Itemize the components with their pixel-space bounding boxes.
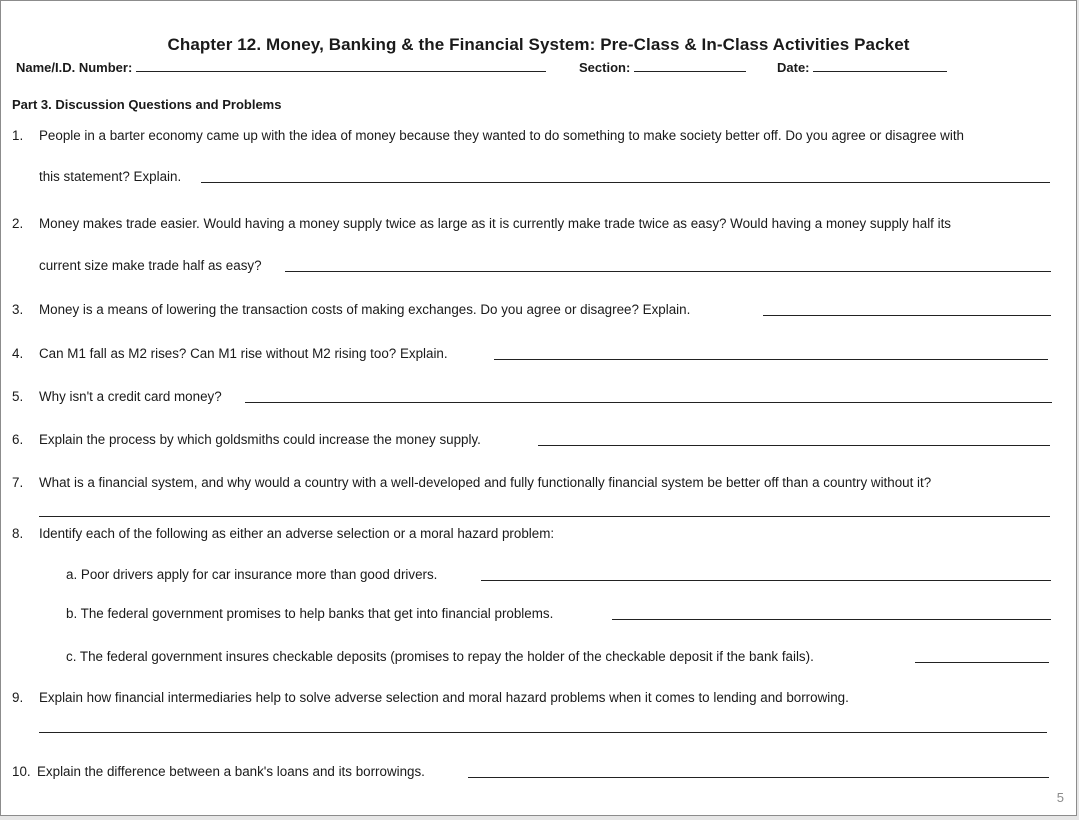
question-text: Identify each of the following as either an adverse selection or a moral hazard problem:: [39, 526, 555, 541]
answer-line[interactable]: [39, 732, 1047, 733]
question-text: Can M1 fall as M2 rises? Can M1 rise without M2 rising too? Explain.: [39, 346, 448, 361]
question-text: Explain the process by which goldsmiths could increase the money supply.: [39, 432, 481, 447]
date-label: Date:: [777, 60, 810, 75]
question-number: 2.: [12, 216, 24, 231]
question-text: People in a barter economy came up with the idea of money because they wanted to do something to make society better off. Do you agree or disagree with: [39, 128, 964, 143]
answer-line[interactable]: [538, 445, 1050, 446]
question-text: Explain the difference between a bank's loans and its borrowings.: [37, 764, 425, 779]
part-heading: Part 3. Discussion Questions and Problems: [12, 97, 282, 112]
question-text: Explain how financial intermediaries help to solve adverse selection and moral hazard problems when it comes to lending and borrowing.: [39, 690, 849, 705]
answer-line[interactable]: [39, 516, 1050, 517]
sub-item-text: a. Poor drivers apply for car insurance more than good drivers.: [66, 567, 438, 582]
date-field: [777, 59, 947, 75]
answer-line[interactable]: [612, 619, 1051, 620]
question-number: 10.: [12, 764, 31, 779]
question-text: What is a financial system, and why would a country with a well-developed and fully functionally financial system be better off than a country without it?: [39, 475, 932, 490]
name-label: Name/I.D. Number:: [16, 60, 133, 75]
question-text: Why isn't a credit card money?: [39, 389, 222, 404]
sub-item-text: b. The federal government promises to help banks that get into financial problems.: [66, 606, 554, 621]
answer-line[interactable]: [763, 315, 1051, 316]
answer-line[interactable]: [285, 271, 1051, 272]
sub-item-text: c. The federal government insures checkable deposits (promises to repay the holder of the checkable deposit if the bank fails).: [66, 649, 814, 664]
question-text: this statement? Explain.: [39, 169, 182, 184]
question-number: 4.: [12, 346, 24, 361]
date-blank[interactable]: [813, 59, 947, 72]
section-blank[interactable]: [634, 59, 746, 72]
question-number: 3.: [12, 302, 24, 317]
answer-line[interactable]: [915, 662, 1049, 663]
page-title: Chapter 12. Money, Banking & the Financial System: Pre-Class & In-Class Activities Packet: [167, 35, 910, 54]
question-number: 7.: [12, 475, 24, 490]
section-field: [579, 59, 746, 75]
name-field: [16, 59, 546, 75]
question-number: 8.: [12, 526, 24, 541]
answer-line[interactable]: [481, 580, 1051, 581]
name-blank[interactable]: [136, 59, 546, 72]
question-number: 9.: [12, 690, 24, 705]
page-number: 5: [1056, 790, 1064, 805]
question-number: 6.: [12, 432, 24, 447]
question-number: 5.: [12, 389, 24, 404]
answer-line[interactable]: [201, 182, 1050, 183]
answer-line[interactable]: [245, 402, 1052, 403]
answer-line[interactable]: [494, 359, 1048, 360]
question-text: Money is a means of lowering the transaction costs of making exchanges. Do you agree or disagree? Explain.: [39, 302, 691, 317]
answer-line[interactable]: [468, 777, 1049, 778]
section-label: Section:: [579, 60, 631, 75]
question-number: 1.: [12, 128, 24, 143]
question-text: current size make trade half as easy?: [39, 258, 262, 273]
question-text: Money makes trade easier. Would having a money supply twice as large as it is currently make trade twice as easy? Would having a money supply half its: [39, 216, 952, 231]
